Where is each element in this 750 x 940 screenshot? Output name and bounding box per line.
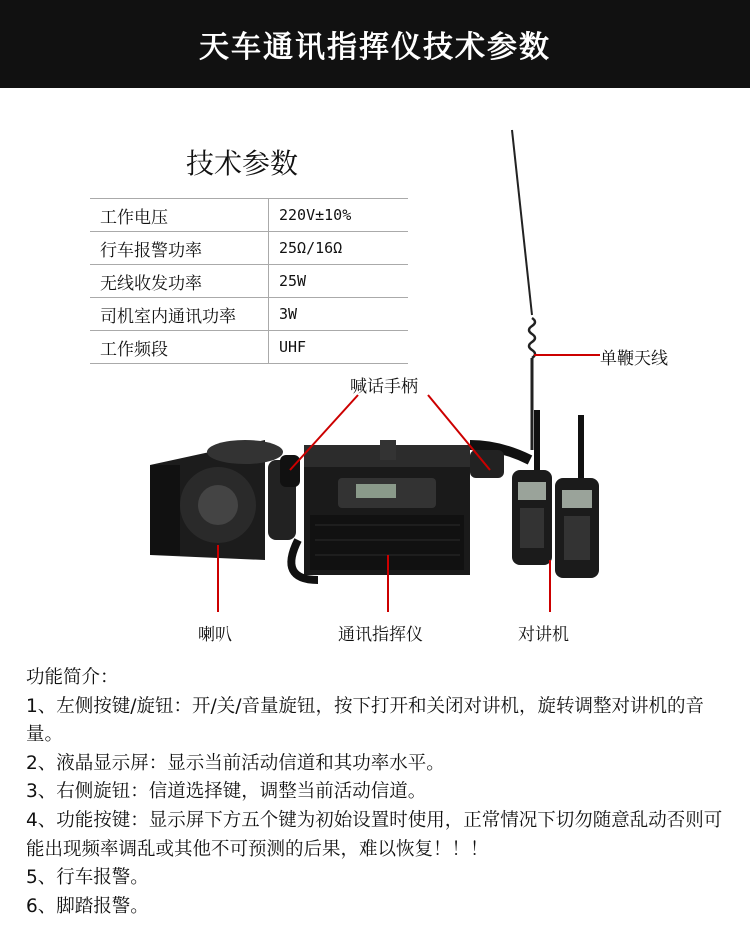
spec-title: 技术参数 (186, 147, 299, 180)
spec-row (90, 232, 408, 265)
feature-item: 6、脚踏报警。 (26, 895, 149, 917)
speaker-label: 喇叭 (198, 625, 232, 645)
feature-heading: 功能简介： (26, 667, 119, 688)
spec-key: 无线收发功率 (90, 265, 269, 298)
spec-value: 220V±10% (269, 199, 409, 232)
antenna-spring (529, 318, 535, 358)
spec-key: 行车报警功率 (90, 232, 269, 265)
spec-key: 工作频段 (90, 331, 269, 364)
spec-row (90, 265, 408, 298)
product-illustration (0, 120, 750, 620)
spec-value: UHF (269, 331, 409, 364)
spec-value: 25W (269, 265, 409, 298)
spec-key: 工作电压 (90, 199, 269, 232)
commander-unit (291, 440, 470, 580)
feature-item: 2、液晶显示屏：显示当前活动信道和其功率水平。 (26, 752, 445, 774)
feature-item: 1、左侧按键/旋钮：开/关/音量旋钮，按下打开和关闭对讲机，旋转调整对讲机的音量。 (26, 695, 704, 746)
walkie-label: 对讲机 (518, 625, 569, 645)
handset-label: 喊话手柄 (350, 377, 418, 397)
feature-list (26, 664, 726, 921)
feature-item: 4、功能按键：显示屏下方五个键为初始设置时使用，正常情况下切勿随意乱动否则可能出现频率调乱或其他不可预测的后果，难以恢复！！！ (26, 809, 723, 860)
spec-row (90, 199, 408, 232)
feature-item: 5、行车报警。 (26, 867, 149, 889)
page-title: 天车通讯指挥仪技术参数 (199, 30, 551, 65)
spec-value: 25Ω/16Ω (269, 232, 409, 265)
speaker-horn (150, 440, 296, 560)
spec-key: 司机室内通讯功率 (90, 298, 269, 331)
title-banner (0, 0, 750, 88)
spec-row (90, 298, 408, 331)
commander-label: 通讯指挥仪 (338, 625, 423, 645)
spec-row (90, 331, 408, 364)
feature-item: 3、右侧旋钮：信道选择键，调整当前活动信道。 (26, 781, 427, 803)
antenna-whip (512, 130, 532, 315)
walkie-talkie-right (555, 415, 599, 578)
antenna-label: 单鞭天线 (600, 349, 668, 369)
spec-value: 3W (269, 298, 409, 331)
spec-table (90, 198, 408, 364)
